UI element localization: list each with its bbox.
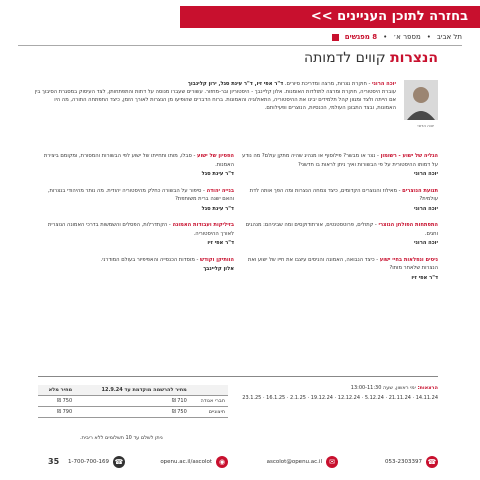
lectures-column-right [242, 152, 438, 290]
service-phone-number: 1-700-700-169 [68, 459, 109, 465]
lecture-text: - סבלו, מותו ותחייתו של ישוע לפי הבשורות והמסורת, ומקומם ביצירת האמנות. [43, 153, 234, 168]
lecture-title: בנייה יהודה [206, 187, 234, 194]
page-footer [0, 452, 480, 476]
lecture-title: הוותיקן וקודש [200, 256, 234, 263]
header-divider [18, 45, 462, 46]
lecture-text: - סיפור על הבשורה כחלק מהיסטוריה יהודית. מה נותר מהיהודי בנצרות, והאם ישנה ברית משותפת? [47, 187, 234, 202]
price-header-cell [190, 385, 228, 396]
page-header: תל אביב • מספר א׳ • 8 מפגשים [18, 30, 462, 44]
lecture-lecturer: יוכה הרוני [414, 205, 438, 212]
price-cell: 710 ₪ [75, 396, 190, 407]
coordinator-text: - חוקרת נצרות, מרצה ומדריכת סיורים. [283, 81, 373, 87]
lecture-lecturer: יוכה הרוני [414, 171, 438, 177]
email-contact[interactable] [267, 456, 338, 468]
lecture-title: הפסיון של ישוע [197, 153, 234, 159]
coordinator-name: יוכה הרוני [372, 81, 396, 87]
lecture-item [242, 152, 438, 179]
lecture-text: - מאילוז והנוצרים הקדומים, כיצד צמחה הנצרות ומה הפך אותה לדת עולמית? [249, 187, 438, 202]
page-title [304, 50, 438, 66]
website-contact[interactable] [160, 456, 228, 468]
lecture-lecturer: אלון קליינבך [203, 266, 234, 272]
lecture-item [38, 152, 234, 179]
lecture-title: תנועת הנוצרים [402, 187, 438, 194]
phone-icon: ☎ [427, 458, 437, 466]
price-cell: 790 ₪ [38, 407, 75, 418]
price-cell: חיצוניים [190, 407, 228, 418]
lecture-title: ניסים ונפלאות בחיי ישוע [379, 256, 438, 263]
lecture-lecturer: ד"ר עינת סגל [201, 205, 234, 212]
phone-number: 053-2303397 [385, 459, 422, 465]
schedule-label: הרצאות: [415, 385, 438, 391]
red-square-icon [332, 34, 339, 41]
installments-note: ניתן לשלם עד 10 תשלומים ללא ריבית. [80, 435, 163, 441]
lecture-text: - הקתדרלות, הפסלים והשמשות בדרכי האמונה הנוצרית לאורך ההיסטוריה. [47, 222, 234, 237]
email-icon: ✉ [326, 456, 338, 468]
table-row [38, 407, 228, 418]
website-url: openu.ac.il/ascolot [160, 459, 212, 465]
lecture-title: בזיליקות ועבודות האמונה [172, 222, 234, 228]
phone-icon: ☎ [114, 458, 124, 466]
price-cell: 750 ₪ [38, 396, 75, 407]
lecture-item [242, 256, 438, 283]
service-phone-contact[interactable] [68, 456, 125, 468]
intro-paragraph [34, 80, 396, 112]
lecture-item [242, 221, 438, 248]
lecturers-line: ד"ר אפי זיו, ד"ר עינת סגל, ירון קלינבוך [187, 81, 284, 87]
schedule-days: ימי ראשון, שעה [381, 385, 416, 391]
phone-contact[interactable] [385, 456, 438, 468]
lectures-column-left [38, 152, 234, 282]
lecture-title: הגליה של ישוע - רשומון [380, 153, 438, 159]
lecture-lecturer: ד"ר עינת סגל [201, 171, 234, 177]
price-table-header [38, 385, 228, 396]
lecture-text: - נצר או מבשר? פילוסוף או מנהיג שהיה מתקן עולם? מה נודע על דמותו ההיסטורית על פי הבשורות ואיך ניתן לראות בו חדשני? [242, 153, 438, 168]
lecture-lecturer: ד"ר אפי זיו [411, 274, 438, 281]
section-divider [38, 376, 438, 377]
schedule-block [238, 383, 438, 403]
price-table [38, 385, 228, 418]
lecture-lecturer: ד"ר אפי זיו [207, 240, 234, 246]
portrait-caption: יוכה הרוני [417, 123, 434, 128]
lecture-title: התפתחות הפולחן הנוצרי [378, 222, 438, 228]
title-rest: קווים לדמותה [303, 50, 386, 66]
globe-icon: ◉ [216, 456, 228, 468]
title-highlight: הנצרות [390, 50, 438, 66]
portrait-silhouette-icon [404, 80, 438, 120]
lecture-text: - מוסדות הכנסייה והאפיפיור בעולם המודרני. [100, 256, 201, 263]
price-header-cell: מחיר מלא [38, 385, 75, 396]
lecture-item [242, 187, 438, 214]
page-number: 35 [48, 457, 60, 466]
email-address: ascolot@openu.ac.il [266, 459, 322, 465]
lecture-item [38, 256, 234, 274]
lecture-item [38, 187, 234, 214]
price-header-cell: מחיר להרשמה מוקדמת עד 12.9.24 [75, 385, 190, 396]
lecture-lecturer: יוכה הרוני [414, 240, 438, 246]
back-to-contents-banner[interactable]: בחזרה לתוכן העניינים >> [180, 6, 480, 28]
price-cell: חברי אגודה [190, 396, 228, 407]
price-cell: 750 ₪ [75, 407, 190, 418]
lecture-text: - קתולים, פרוטסטנטים, אורתודוקסים ומה שביניהם: מנהגים וחגים. [245, 222, 438, 237]
lecture-text: - כיצד הנבואה, האמונה והניסים עיצבו את חייו של ישוע ואת הנצרות שלאחר מותו? [247, 256, 438, 271]
campus-label: תל אביב [436, 33, 462, 41]
location-label: מספר א׳ [393, 33, 421, 41]
lecturer-portrait [404, 80, 438, 120]
intro-body: עוברת היסטוריה, חוקרת ומרצה לתולדות האומנות. אלון קליינבך - היסטוריון ובר-מחזור. עשורים שעברו מנוסה על דתות והתפתחותן, לצד העיסוק במסגרת הסיבוך בין אם הייתה ולצד ומגוון קהל תלמידים יבינו את ההיסטוריה, התאולוגיה והאמונות. ברוח הדברים שהופיעו מן הנצרות לאורך הזמן, כיצד התפתחה התורה, מה היו האמונות, ובצד התבונן העולמי, הכנסיות, הנוצרים ופעילותם. [34, 89, 396, 111]
schedule-hours: 13:00-11:30 [350, 385, 382, 391]
lecture-item [38, 221, 234, 248]
semester-label: 8 מפגשים [344, 33, 378, 41]
schedule-dates: 14.11.24 · 21.11.24 · 5.12.24 · 12.12.24 · 19.12.24 · 2.1.25 · 16.1.25 · 23.1.25 [242, 395, 438, 401]
table-row [38, 396, 228, 407]
